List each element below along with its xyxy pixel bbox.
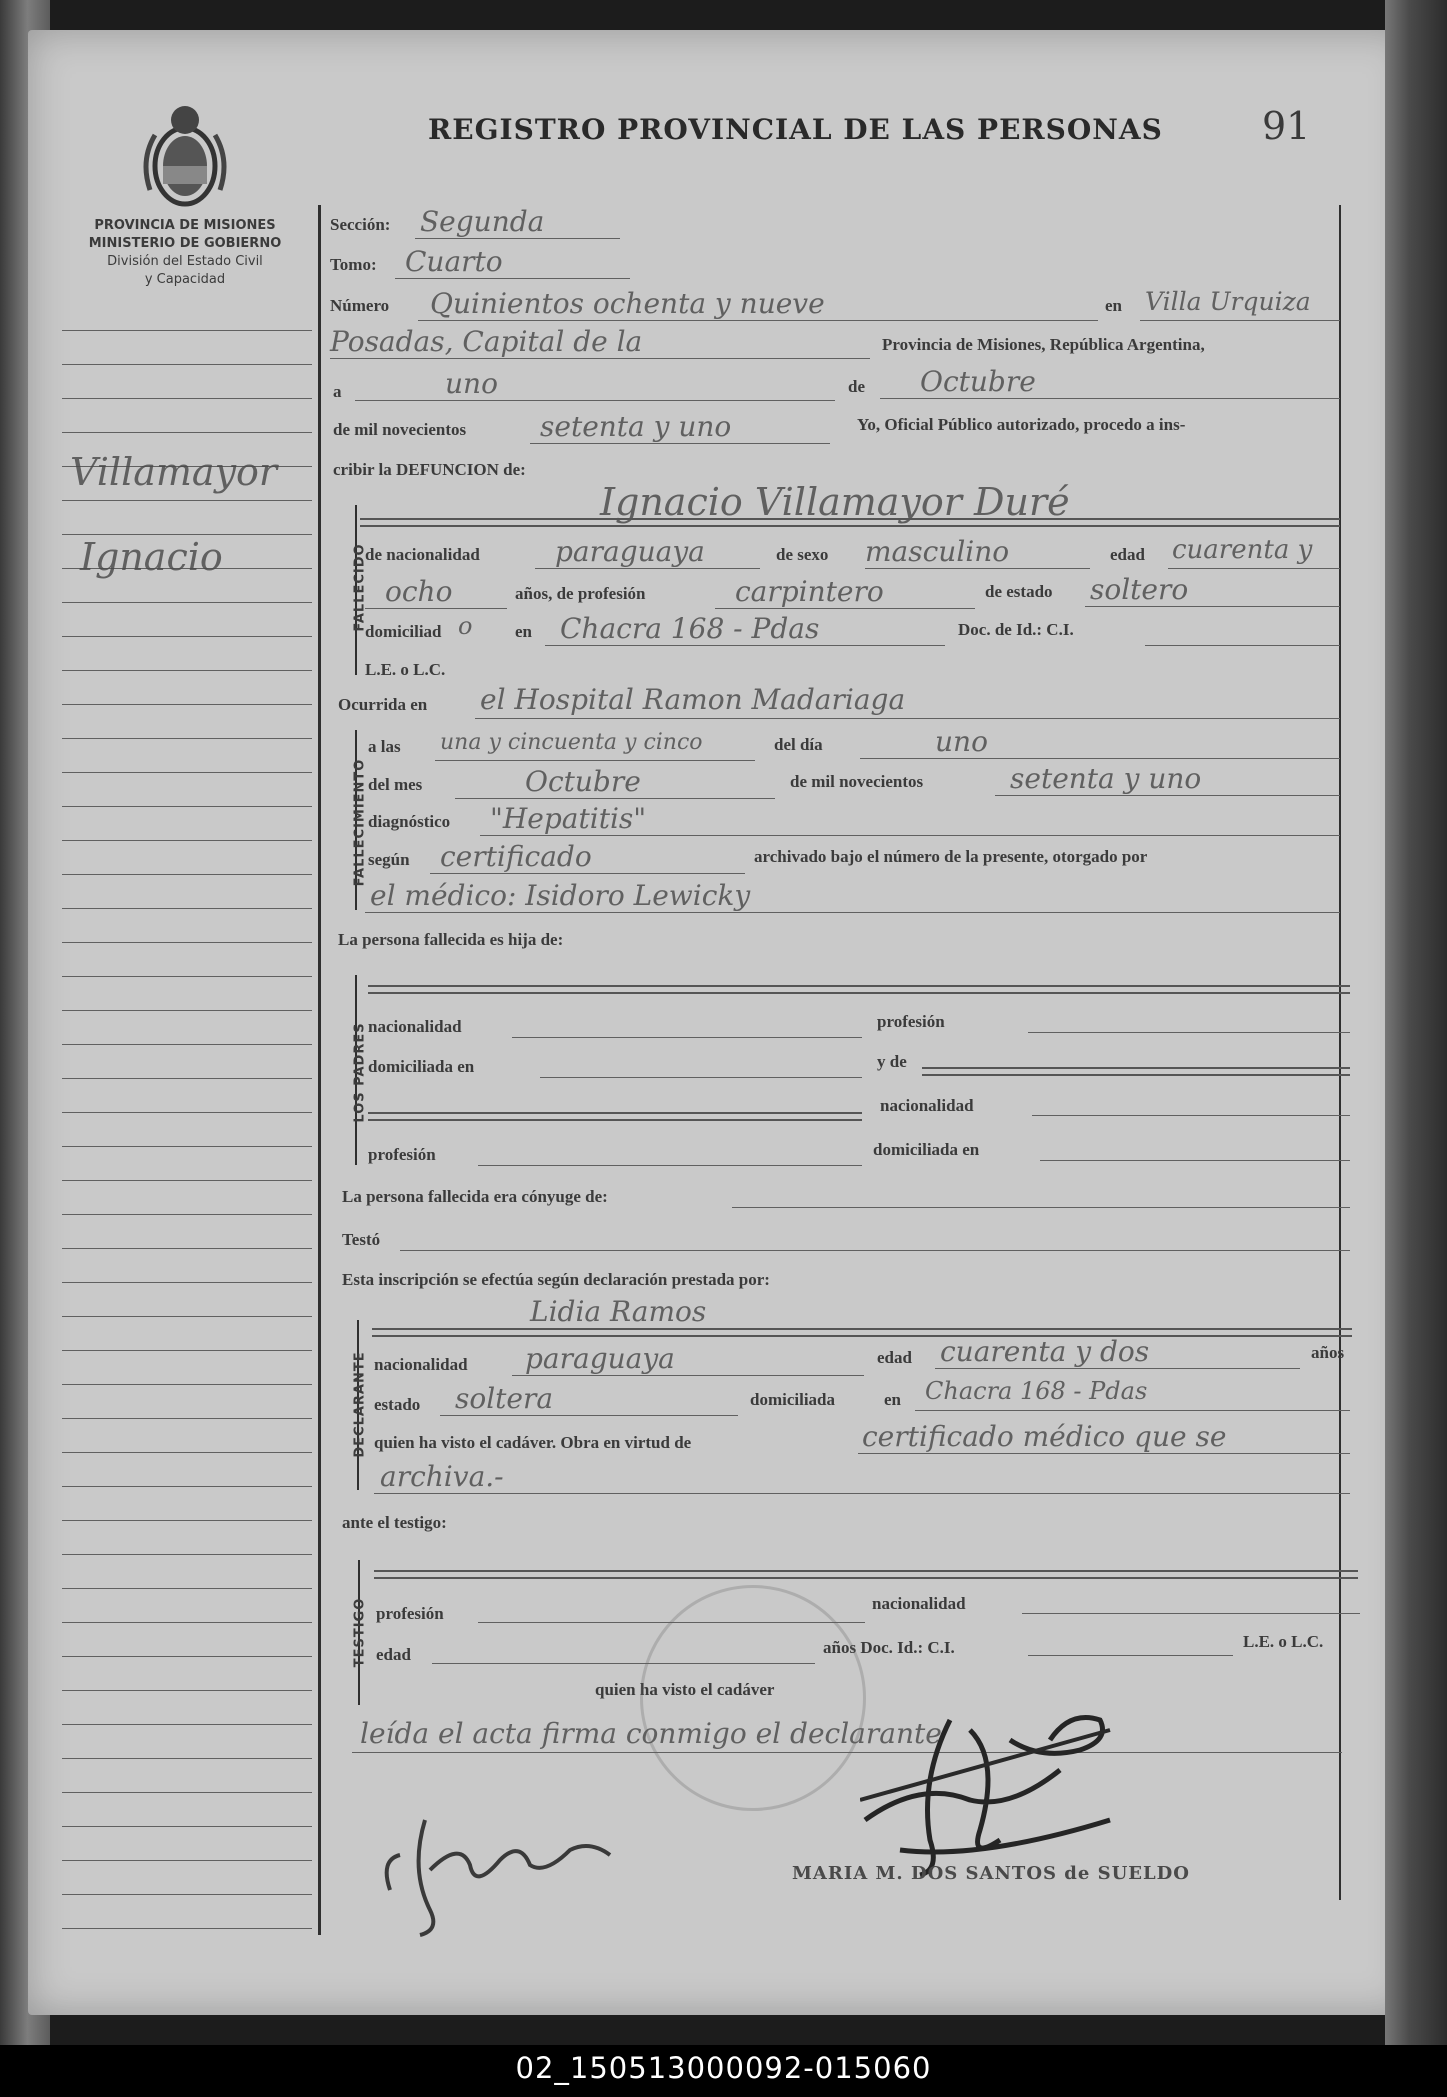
segun-label: según	[368, 850, 410, 869]
doc-id-label: Doc. de Id.: C.I.	[958, 620, 1074, 639]
declarante-name: Lidia Ramos	[530, 1295, 707, 1328]
estado-value: soltero	[1090, 573, 1189, 606]
margin-divider	[318, 205, 321, 1935]
division-line2: y Capacidad	[144, 272, 226, 287]
sexo-label: de sexo	[776, 545, 829, 564]
decl-estado-label: estado	[374, 1395, 421, 1414]
testigo-le-lc-label: L.E. o L.C.	[1243, 1632, 1324, 1651]
margin-rule-line	[62, 1588, 312, 1589]
profesion-label: años, de profesión	[515, 584, 646, 603]
margin-rule-line	[62, 772, 312, 773]
decl-domiciliada-label: domiciliada	[750, 1390, 836, 1409]
margin-rule-line	[62, 432, 312, 433]
margin-rule-line	[62, 670, 312, 671]
inscripcion-label: Esta inscripción se efectúa según declaración prestada por:	[342, 1270, 770, 1289]
domiciliado-label: domiciliad	[365, 622, 442, 641]
margin-rule-line	[62, 1452, 312, 1453]
conyuge-label: La persona fallecida era cónyuge de:	[342, 1187, 608, 1206]
dia-value: uno	[445, 367, 498, 400]
archivado-label: archivado bajo el número de la presente, otorgado por	[754, 847, 1148, 866]
domicilio-value: Chacra 168 - Pdas	[560, 612, 820, 645]
hija-de-label: La persona fallecida es hija de:	[338, 930, 564, 949]
padre-profesion-label: profesión	[877, 1012, 945, 1031]
margin-rule-line	[62, 1282, 312, 1283]
decl-nacionalidad-label: nacionalidad	[374, 1355, 468, 1374]
margin-rule-line	[62, 1316, 312, 1317]
margin-rule-line	[62, 1792, 312, 1793]
nacionalidad-label: de nacionalidad	[365, 545, 480, 564]
margin-rule-line	[62, 1758, 312, 1759]
margin-rule-line	[62, 1486, 312, 1487]
seal-stamp	[640, 1585, 866, 1811]
edad-label: edad	[1110, 545, 1145, 564]
testigo-nacionalidad-label: nacionalidad	[872, 1594, 966, 1613]
margin-rule-line	[62, 840, 312, 841]
testigo-side-label: TESTIGO	[352, 1597, 368, 1668]
margin-rule-line	[62, 1112, 312, 1113]
del-mes-label: del mes	[368, 775, 423, 794]
testigo-edad-label: edad	[376, 1645, 411, 1664]
mil-novecientos-label: de mil novecientos	[333, 420, 467, 439]
margin-rule-line	[62, 1520, 312, 1521]
division-line1: División del Estado Civil	[107, 254, 263, 269]
hora-value: una y cincuenta y cinco	[440, 730, 703, 755]
margin-rule-line	[62, 1860, 312, 1861]
mes-value: Octubre	[920, 365, 1036, 398]
seccion-label: Sección:	[330, 215, 391, 234]
edad-value-1: cuarenta y	[1172, 535, 1313, 565]
margin-rule-line	[62, 1044, 312, 1045]
margin-rule-line	[62, 1418, 312, 1419]
coat-of-arms-icon	[140, 100, 230, 212]
margin-rule-line	[62, 1384, 312, 1385]
margin-rule-line	[62, 1146, 312, 1147]
edad-value-2: ocho	[385, 575, 453, 608]
margin-rule-line	[62, 1724, 312, 1725]
deceased-name: Ignacio Villamayor Duré	[600, 480, 1070, 524]
margin-rule-line	[62, 942, 312, 943]
madre-profesion-label: profesión	[368, 1145, 436, 1164]
diagnostico-label: diagnóstico	[368, 812, 451, 831]
tomo-label: Tomo:	[330, 255, 377, 274]
margin-rule-line	[62, 1656, 312, 1657]
margin-rule-line	[62, 976, 312, 977]
page-title: REGISTRO PROVINCIAL DE LAS PERSONAS	[428, 113, 1163, 146]
mil-novecientos-2-label: de mil novecientos	[790, 772, 924, 791]
oficial-label: Yo, Oficial Público autorizado, procedo a ins-	[857, 415, 1186, 434]
margin-rule-line	[62, 330, 312, 331]
margin-surname: Villamayor	[70, 450, 278, 494]
margin-rule-line	[62, 500, 312, 501]
decl-en-label: en	[884, 1390, 901, 1409]
numero-label: Número	[330, 296, 390, 315]
decl-nacionalidad-value: paraguaya	[525, 1342, 675, 1375]
margin-rule-line	[62, 1180, 312, 1181]
provincia-label: Provincia de Misiones, República Argentina,	[882, 335, 1205, 354]
anio2-value: setenta y uno	[1010, 762, 1202, 795]
margin-rule-line	[62, 1248, 312, 1249]
declarant-signature-icon	[370, 1780, 640, 1940]
declarante-side-label: DECLARANTE	[352, 1351, 368, 1458]
fallecimiento-side-label: FALLECIMIENTO	[352, 758, 368, 887]
le-lc-label: L.E. o L.C.	[365, 660, 446, 679]
margin-rule-line	[62, 1690, 312, 1691]
margin-rule-line	[62, 874, 312, 875]
province-name: PROVINCIA DE MISIONES	[94, 218, 276, 233]
image-caption: 02_150513000092-015060	[515, 2051, 932, 2085]
padre-nacionalidad-label: nacionalidad	[368, 1017, 462, 1036]
madre-nacionalidad-label: nacionalidad	[880, 1096, 974, 1115]
ante-testigo-label: ante el testigo:	[342, 1513, 447, 1532]
margin-rule-line	[62, 1554, 312, 1555]
anio-value: setenta y uno	[540, 410, 732, 443]
margin-rule-line	[62, 1214, 312, 1215]
right-border	[1339, 205, 1341, 1900]
leida-value: leída el acta firma conmigo el declarante	[360, 1717, 942, 1750]
domicilio-en-label: en	[515, 622, 532, 641]
page-number: 91	[1262, 104, 1311, 148]
en-label: en	[1105, 296, 1122, 315]
official-signature-icon	[860, 1700, 1120, 1880]
madre-domiciliada-label: domiciliada en	[873, 1140, 980, 1159]
profesion-value: carpintero	[735, 575, 884, 608]
margin-rule-line	[62, 1894, 312, 1895]
visto-label: quien ha visto el cadáver. Obra en virtud de	[374, 1433, 692, 1452]
del-dia-label: del día	[774, 735, 823, 754]
margin-rule-line	[62, 1078, 312, 1079]
seccion-value: Segunda	[420, 205, 545, 238]
ministry-name: MINISTERIO DE GOBIERNO	[88, 236, 282, 251]
margin-rule-line	[62, 1350, 312, 1351]
medico-value: el médico: Isidoro Lewicky	[370, 879, 751, 912]
margin-rule-line	[62, 1622, 312, 1623]
margin-rule-line	[62, 1010, 312, 1011]
diagnostico-value: "Hepatitis"	[490, 802, 647, 835]
padre-domiciliada-label: domiciliada en	[368, 1057, 475, 1076]
margin-rule-line	[62, 636, 312, 637]
decl-domicilio-value: Chacra 168 - Pdas	[925, 1377, 1148, 1405]
y-de-label: y de	[877, 1052, 907, 1071]
nacionalidad-value: paraguaya	[555, 535, 705, 568]
decl-edad-label: edad	[877, 1348, 912, 1367]
cover-edge	[1385, 0, 1447, 2045]
tomo-value: Cuarto	[405, 245, 503, 278]
ocurrida-label: Ocurrida en	[338, 695, 428, 714]
mes2-value: Octubre	[525, 765, 641, 798]
decl-anos-label: años	[1311, 1343, 1345, 1362]
ocurrida-value: el Hospital Ramon Madariaga	[480, 683, 906, 716]
margin-rule-line	[62, 908, 312, 909]
margin-rule-line	[62, 398, 312, 399]
decl-edad-value: cuarenta y dos	[940, 1335, 1150, 1368]
de-label: de	[848, 377, 865, 396]
lugar-value: Posadas, Capital de la	[330, 325, 643, 358]
certificado-value: certificado médico que se	[862, 1420, 1227, 1453]
los-padres-side-label: LOS PADRES	[352, 1022, 368, 1123]
margin-rule-line	[62, 602, 312, 603]
testigo-profesion-label: profesión	[376, 1604, 444, 1623]
a-las-label: a las	[368, 737, 401, 756]
inscribir-label: cribir la DEFUNCION de:	[333, 460, 526, 479]
a-label: a	[333, 382, 342, 401]
margin-rule-line	[62, 1826, 312, 1827]
margin-rule-line	[62, 1928, 312, 1929]
archiva-value: archiva.-	[380, 1460, 504, 1493]
dia2-value: uno	[935, 725, 988, 758]
estado-label: de estado	[985, 582, 1053, 601]
margin-rule-line	[62, 364, 312, 365]
en-value: Villa Urquiza	[1145, 287, 1311, 316]
testo-label: Testó	[342, 1230, 381, 1249]
sexo-value: masculino	[865, 535, 1010, 568]
margin-given-name: Ignacio	[80, 535, 223, 579]
margin-rule-line	[62, 738, 312, 739]
margin-rule-line	[62, 806, 312, 807]
fallecido-side-label: FALLECIDO	[352, 543, 368, 632]
numero-value: Quinientos ochenta y nueve	[430, 287, 825, 320]
domiciliado-suffix: o	[458, 612, 473, 640]
margin-rule-line	[62, 704, 312, 705]
testigo-doc-label: años Doc. Id.: C.I.	[823, 1638, 955, 1657]
decl-estado-value: soltera	[455, 1382, 554, 1415]
segun-value: certificado	[440, 840, 592, 873]
official-name-stamp: MARIA M. DOS SANTOS de SUELDO	[792, 1863, 1190, 1884]
quien-visto-label: quien ha visto el cadáver	[595, 1680, 775, 1699]
